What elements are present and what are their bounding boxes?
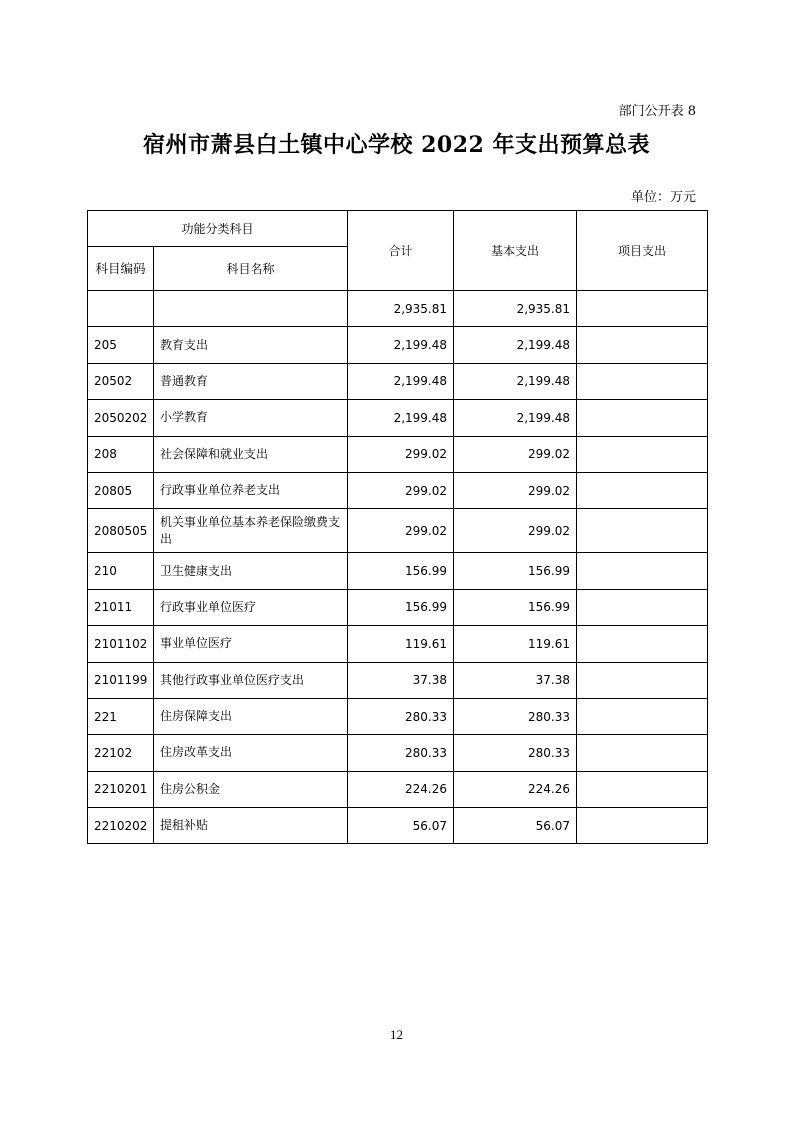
basic-expenditure-cell: 280.33 (454, 735, 577, 771)
table-row (88, 735, 708, 771)
table-body (88, 291, 708, 844)
table-row (88, 808, 708, 844)
project-expenditure-cell (577, 363, 708, 399)
header-subject-code: 科目编码 (88, 247, 154, 291)
basic-expenditure-cell: 156.99 (454, 553, 577, 589)
basic-expenditure-cell: 56.07 (454, 808, 577, 844)
basic-expenditure-cell: 299.02 (454, 436, 577, 472)
subject-name-cell (154, 291, 348, 327)
basic-expenditure-cell: 280.33 (454, 698, 577, 734)
basic-expenditure-cell: 2,199.48 (454, 400, 577, 436)
total-cell: 56.07 (348, 808, 454, 844)
page-number: 12 (390, 1027, 403, 1042)
subject-name-cell: 提租补贴 (154, 808, 348, 844)
total-cell: 37.38 (348, 662, 454, 698)
basic-expenditure-cell: 2,935.81 (454, 291, 577, 327)
table-row (88, 662, 708, 698)
header-function-category: 功能分类科目 (88, 211, 348, 247)
header-total: 合计 (348, 211, 454, 291)
subject-code-cell: 2050202 (88, 400, 154, 436)
table-row (88, 400, 708, 436)
table-row (88, 553, 708, 589)
subject-code-cell (88, 291, 154, 327)
table-row (88, 626, 708, 662)
table-row (88, 363, 708, 399)
project-expenditure-cell (577, 291, 708, 327)
project-expenditure-cell (577, 698, 708, 734)
subject-code-cell: 205 (88, 327, 154, 363)
table-row (88, 291, 708, 327)
subject-code-cell: 2080505 (88, 509, 154, 553)
total-cell: 299.02 (348, 436, 454, 472)
subject-code-cell: 208 (88, 436, 154, 472)
total-cell: 280.33 (348, 698, 454, 734)
subject-name-cell: 住房公积金 (154, 771, 348, 807)
subject-code-cell: 2210201 (88, 771, 154, 807)
project-expenditure-cell (577, 662, 708, 698)
header-subject-name: 科目名称 (154, 247, 348, 291)
budget-table (87, 210, 708, 844)
table-row (88, 472, 708, 508)
subject-code-cell: 2101199 (88, 662, 154, 698)
basic-expenditure-cell: 156.99 (454, 589, 577, 625)
basic-expenditure-cell: 119.61 (454, 626, 577, 662)
project-expenditure-cell (577, 436, 708, 472)
subject-code-cell: 2101102 (88, 626, 154, 662)
project-expenditure-cell (577, 553, 708, 589)
total-cell: 2,199.48 (348, 363, 454, 399)
form-number: 部门公开表 8 (618, 104, 696, 119)
subject-name-cell: 行政事业单位养老支出 (154, 472, 348, 508)
basic-expenditure-cell: 37.38 (454, 662, 577, 698)
project-expenditure-cell (577, 400, 708, 436)
project-expenditure-cell (577, 589, 708, 625)
total-cell: 299.02 (348, 472, 454, 508)
basic-expenditure-cell: 2,199.48 (454, 363, 577, 399)
total-cell: 2,935.81 (348, 291, 454, 327)
project-expenditure-cell (577, 771, 708, 807)
subject-name-cell: 卫生健康支出 (154, 553, 348, 589)
subject-name-cell: 事业单位医疗 (154, 626, 348, 662)
page-title: 宿州市萧县白土镇中心学校 2022 年支出预算总表 (142, 132, 651, 158)
header-basic-expenditure: 基本支出 (454, 211, 577, 291)
unit-label: 单位：万元 (630, 190, 696, 205)
subject-code-cell: 210 (88, 553, 154, 589)
total-cell: 2,199.48 (348, 327, 454, 363)
basic-expenditure-cell: 224.26 (454, 771, 577, 807)
subject-code-cell: 22102 (88, 735, 154, 771)
basic-expenditure-cell: 2,199.48 (454, 327, 577, 363)
project-expenditure-cell (577, 327, 708, 363)
table-row (88, 771, 708, 807)
project-expenditure-cell (577, 472, 708, 508)
subject-name-cell: 教育支出 (154, 327, 348, 363)
basic-expenditure-cell: 299.02 (454, 472, 577, 508)
header-project-expenditure: 项目支出 (577, 211, 708, 291)
subject-code-cell: 21011 (88, 589, 154, 625)
subject-code-cell: 221 (88, 698, 154, 734)
subject-code-cell: 20502 (88, 363, 154, 399)
subject-name-cell: 行政事业单位医疗 (154, 589, 348, 625)
subject-name-cell: 其他行政事业单位医疗支出 (154, 662, 348, 698)
subject-name-cell: 社会保障和就业支出 (154, 436, 348, 472)
table-row (88, 509, 708, 553)
total-cell: 280.33 (348, 735, 454, 771)
total-cell: 119.61 (348, 626, 454, 662)
subject-code-cell: 20805 (88, 472, 154, 508)
table-row (88, 436, 708, 472)
total-cell: 156.99 (348, 589, 454, 625)
table-row (88, 589, 708, 625)
subject-name-cell: 住房改革支出 (154, 735, 348, 771)
total-cell: 299.02 (348, 509, 454, 553)
total-cell: 156.99 (348, 553, 454, 589)
total-cell: 224.26 (348, 771, 454, 807)
project-expenditure-cell (577, 626, 708, 662)
table-row (88, 327, 708, 363)
subject-name-cell: 住房保障支出 (154, 698, 348, 734)
table-row (88, 698, 708, 734)
subject-code-cell: 2210202 (88, 808, 154, 844)
total-cell: 2,199.48 (348, 400, 454, 436)
project-expenditure-cell (577, 509, 708, 553)
subject-name-cell: 普通教育 (154, 363, 348, 399)
project-expenditure-cell (577, 735, 708, 771)
subject-name-cell: 小学教育 (154, 400, 348, 436)
basic-expenditure-cell: 299.02 (454, 509, 577, 553)
project-expenditure-cell (577, 808, 708, 844)
subject-name-cell: 机关事业单位基本养老保险缴费支出 (154, 509, 348, 553)
